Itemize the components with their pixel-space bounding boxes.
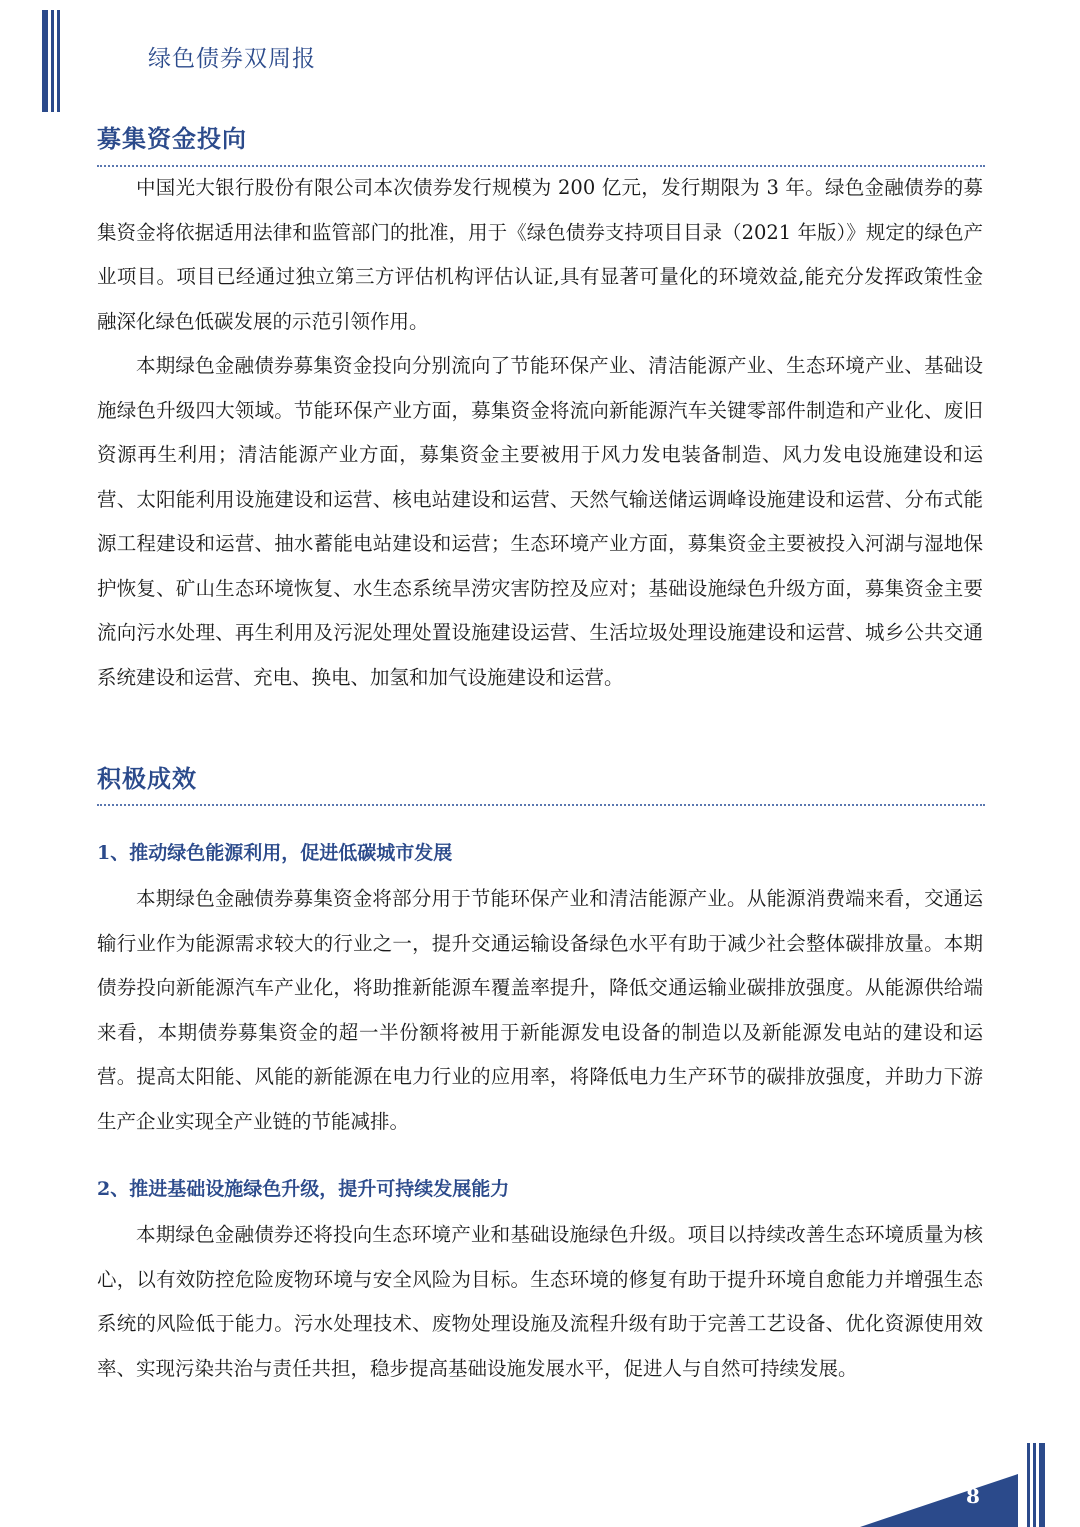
header-decoration-bars bbox=[42, 10, 64, 112]
decoration-bar bbox=[57, 10, 60, 112]
subsection-title-infrastructure: 2、推进基础设施绿色升级，提升可持续发展能力 bbox=[97, 1178, 510, 1200]
footer-triangle-shape bbox=[860, 1474, 1018, 1527]
decoration-bar bbox=[42, 10, 48, 112]
decoration-bar bbox=[1039, 1443, 1045, 1527]
footer-decoration-bars bbox=[1027, 1443, 1047, 1527]
subsection-title-green-energy: 1、推动绿色能源利用，促进低碳城市发展 bbox=[97, 842, 453, 864]
paragraph-funds-allocation: 本期绿色金融债券募集资金投向分别流向了节能环保产业、清洁能源产业、生态环境产业、基础设施绿色升级四大领域。节能环保产业方面，募集资金将流向新能源汽车关键零部件制造和产业化、废旧资源再生利用；清洁能源产业方面，募集资金主要被用于风力发电装备制造、风力发电设施建设和运营、太阳能利用设施建设和运营、核电站建设和运营、天然气输送储运调峰设施建设和运营、分布式能源工程建设和运营、抽水蓄能电站建设和运营；生态环境产业方面，募集资金主要被投入河湖与湿地保护恢复、矿山生态环境恢复、水生态系统旱涝灾害防控及应对；基础设施绿色升级方面，募集资金主要流向污水处理、再生利用及污泥处理处置设施建设运营、生活垃圾处理设施建设和运营、城乡公共交通系统建设和运营、充电、换电、加氢和加气设施建设和运营。 bbox=[97, 354, 983, 689]
section-divider bbox=[97, 804, 985, 806]
paragraph-funds-scale: 中国光大银行股份有限公司本次债券发行规模为 200 亿元，发行期限为 3 年。绿色金融债券的募集资金将依据适用法律和监管部门的批准，用于《绿色债券支持项目目录（2021 年版）》规定的绿色产业项目。项目已经通过独立第三方评估机构评估认证,具有显著可量化的环境效益,能充分发挥政策性金融深化绿色低碳发展的示范引领作用。 bbox=[97, 176, 983, 333]
paragraph-infrastructure: 本期绿色金融债券还将投向生态环境产业和基础设施绿色升级。项目以持续改善生态环境质量为核心，以有效防控危险废物环境与安全风险为目标。生态环境的修复有助于提升环境自愈能力并增强生态系统的风险低于能力。污水处理技术、废物处理设施及流程升级有助于完善工艺设备、优化资源使用效率、实现污染共治与责任共担，稳步提高基础设施发展水平，促进人与自然可持续发展。 bbox=[97, 1223, 983, 1380]
decoration-bar bbox=[1027, 1443, 1030, 1527]
section-title-effects: 积极成效 bbox=[97, 764, 197, 793]
report-title: 绿色债券双周报 bbox=[148, 46, 316, 72]
decoration-bar bbox=[1033, 1443, 1036, 1527]
section-title-funds-use: 募集资金投向 bbox=[97, 124, 247, 153]
paragraph-green-energy: 本期绿色金融债券募集资金将部分用于节能环保产业和清洁能源产业。从能源消费端来看，交通运输行业作为能源需求较大的行业之一，提升交通运输设备绿色水平有助于减少社会整体碳排放量。本期债券投向新能源汽车产业化，将助推新能源车覆盖率提升，降低交通运输业碳排放强度。从能源供给端来看，本期债券募集资金的超一半份额将被用于新能源发电设备的制造以及新能源发电站的建设和运营。提高太阳能、风能的新能源在电力行业的应用率，将降低电力生产环节的碳排放强度，并助力下游生产企业实现全产业链的节能减排。 bbox=[97, 887, 983, 1133]
decoration-bar bbox=[51, 10, 54, 112]
page-number: 8 bbox=[966, 1484, 980, 1508]
